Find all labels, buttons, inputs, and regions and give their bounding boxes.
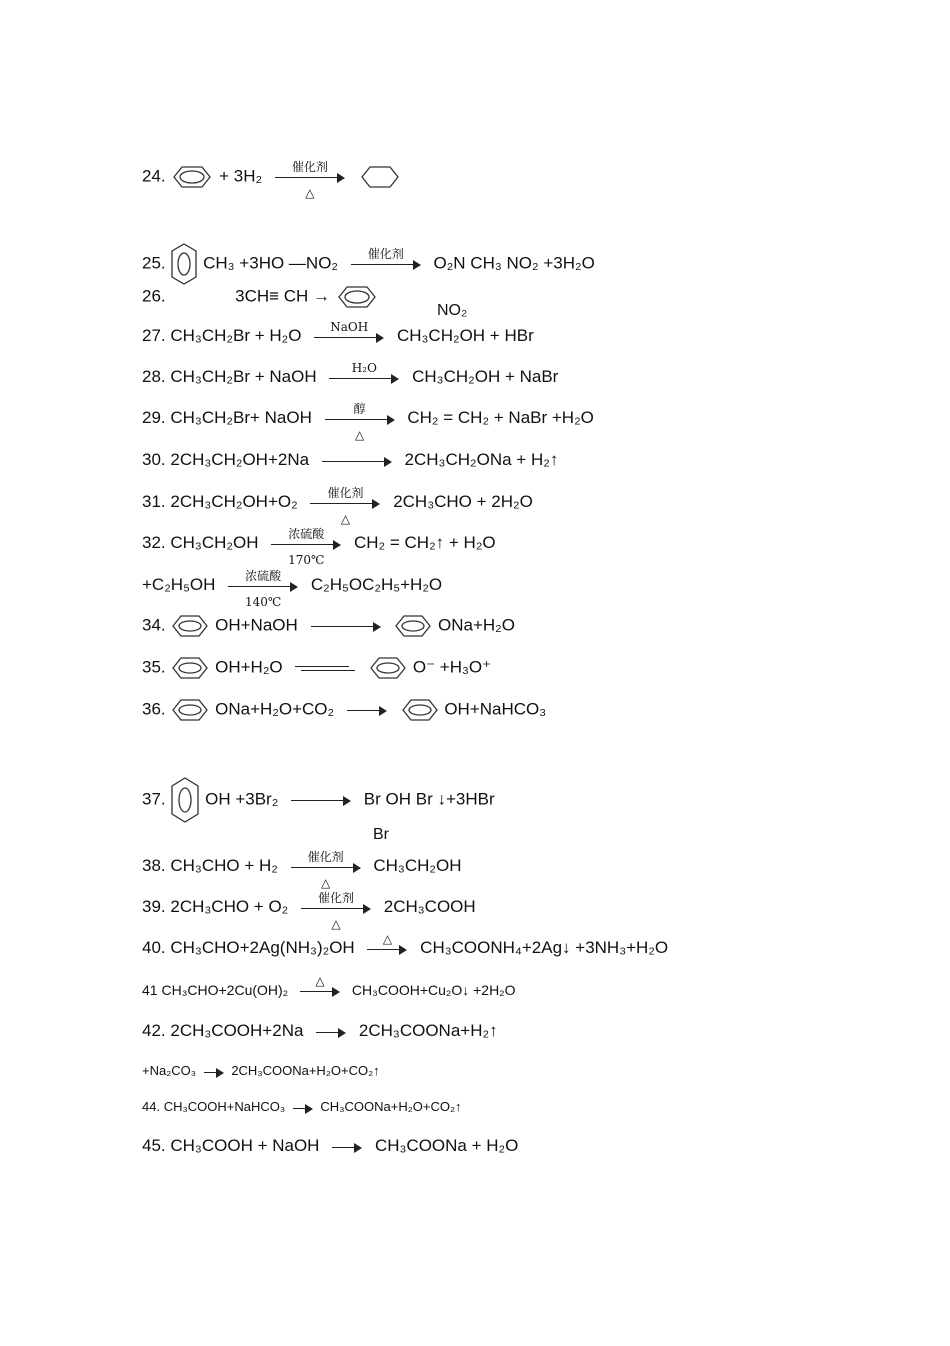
- equation-rhs: 2CH₃CHO + 2H₂O: [393, 492, 533, 511]
- reaction-arrow: [332, 1136, 362, 1158]
- reaction-arrow: 催化剂 △: [310, 492, 380, 514]
- equation-40: [142, 931, 669, 960]
- equation-number: 45.: [142, 1136, 166, 1155]
- equation-24: [142, 160, 402, 200]
- equation-rhs: CH₂ = CH₂ + NaBr +H₂O: [407, 408, 594, 427]
- equation-rhs: 2CH₃COOH: [383, 897, 476, 916]
- toluene-ring-icon: [170, 241, 198, 287]
- equation-26: [142, 284, 379, 310]
- equation-rhs: CH₃CH₂OH: [373, 856, 462, 875]
- equation-37: [142, 775, 495, 825]
- equation-rhs: 2CH₃CH₂ONa + H₂↑: [404, 450, 559, 469]
- equation-32: [142, 526, 496, 567]
- equation-rhs: CH₃CH₂OH + HBr: [396, 326, 534, 345]
- reaction-arrow: 催化剂: [351, 253, 421, 275]
- equation-45: [142, 1135, 518, 1158]
- equation-number: 35.: [142, 657, 166, 677]
- equation-lhs: CH₃CHO + H₂: [170, 856, 278, 875]
- equation-28: [142, 360, 559, 389]
- equation-rhs: CH₃COONa + H₂O: [374, 1136, 519, 1155]
- equation-rhs: ONa+H₂O: [437, 615, 515, 635]
- equation-number: 38.: [142, 856, 166, 875]
- reaction-arrow: 浓硫酸 140℃: [228, 575, 298, 597]
- equation-rhs: 2CH₃COONa+H₂O+CO₂↑: [231, 1063, 380, 1078]
- reaction-arrow: △: [367, 938, 407, 960]
- equilibrium-arrow: [295, 657, 355, 679]
- reaction-arrow: 醇 △: [325, 408, 395, 430]
- equation-44: [142, 1096, 462, 1119]
- equation-number: 36.: [142, 699, 166, 719]
- equation-number: 30.: [142, 450, 166, 469]
- equation-rhs: CH₃COONa+H₂O+CO₂↑: [320, 1099, 462, 1114]
- reaction-arrow: 浓硫酸 170℃: [271, 533, 341, 555]
- equation-25: [142, 241, 595, 287]
- equation-rhs: CH₃COOH+Cu₂O↓ +2H₂O: [351, 982, 516, 998]
- reaction-arrow: [204, 1061, 224, 1083]
- reaction-arrow: 催化剂 △: [291, 856, 361, 878]
- equation-number: 26.: [142, 286, 166, 306]
- nitro-label: NO₂: [437, 302, 468, 319]
- equation-lhs: 2CH₃CH₂OH+O₂: [170, 492, 298, 511]
- equation-number: 37.: [142, 789, 166, 809]
- equation-number: 25.: [142, 253, 166, 273]
- equation-lhs: 2CH₃CH₂OH+2Na: [170, 450, 310, 469]
- equation-number: 24.: [142, 166, 166, 186]
- equation-number: 32.: [142, 533, 166, 552]
- equation-lhs: 2CH₃CHO + O₂: [170, 897, 289, 916]
- equation-lhs: CH₃CH₂Br + H₂O: [170, 326, 302, 345]
- equation-lhs: CH₃COOH+NaHCO₃: [163, 1099, 286, 1114]
- equation-lhs: +Na₂CO₃: [142, 1063, 197, 1078]
- equation-36: [142, 698, 546, 722]
- equation-lhs: OH+NaOH: [215, 615, 298, 635]
- equation-number: 44.: [142, 1099, 161, 1114]
- equation-number: 42.: [142, 1021, 166, 1040]
- equation-number: 27.: [142, 326, 166, 345]
- equation-lhs: OH +3Br₂: [205, 789, 279, 809]
- reaction-arrow: [322, 450, 392, 472]
- equation-number: 40.: [142, 938, 166, 957]
- reaction-arrow: [293, 1097, 313, 1119]
- reaction-arrow: △: [300, 980, 340, 1002]
- phenol-ring-icon: [170, 775, 200, 825]
- equation-rhs: C₂H₅OC₂H₅+H₂O: [310, 575, 443, 594]
- equation-rhs: CH₃COONH₄+2Ag↓ +3NH₃+H₂O: [420, 938, 669, 957]
- benzene-ring-icon: [393, 614, 433, 638]
- reaction-arrow: [311, 615, 381, 637]
- equation-rhs: Br OH Br ↓+3HBr: [363, 789, 495, 809]
- phenol-ring-icon: [400, 698, 440, 722]
- equation-number: 34.: [142, 615, 166, 635]
- equation-lhs: CH₃CHO+2Ag(NH₃)₂OH: [170, 938, 355, 957]
- equation-lhs: +C₂H₅OH: [142, 575, 216, 594]
- equation-lhs: CH₃CH₂Br + NaOH: [170, 367, 317, 386]
- bromo-label: Br: [373, 826, 389, 843]
- equation-rhs: OH+NaHCO₃: [444, 699, 547, 719]
- equation-lhs: ONa+H₂O+CO₂: [215, 699, 335, 719]
- cyclohexane-ring-icon: [358, 164, 402, 190]
- reaction-arrow: [347, 699, 387, 721]
- equation-34: [142, 614, 515, 638]
- benzene-ring-icon: [335, 284, 379, 310]
- equation-number: 29.: [142, 408, 166, 427]
- equation-number: 28.: [142, 367, 166, 386]
- equation-lhs: CH₃ +3HO —NO₂: [203, 253, 339, 273]
- equation-35: [142, 656, 491, 680]
- sodium-phenoxide-ring-icon: [170, 698, 210, 722]
- reaction-arrow: 催化剂 △: [301, 897, 371, 919]
- phenoxide-ring-icon: [368, 656, 408, 680]
- equation-31: [142, 485, 533, 526]
- reaction-arrow: [316, 1021, 346, 1043]
- equation-number: 41: [142, 982, 158, 998]
- equation-33: [142, 568, 443, 609]
- equation-lhs: CH₃COOH + NaOH: [170, 1136, 320, 1155]
- reaction-arrow: NaOH: [314, 326, 384, 348]
- equation-lhs: CH₃CHO+2Cu(OH)₂: [161, 982, 289, 998]
- phenol-ring-icon: [170, 614, 210, 638]
- equation-43: [142, 1060, 380, 1083]
- equation-lhs: OH+H₂O: [215, 657, 283, 677]
- equation-lhs: CH₃CH₂OH: [170, 533, 259, 552]
- equation-rhs: 2CH₃COONa+H₂↑: [358, 1021, 498, 1040]
- equation-29: [142, 401, 594, 442]
- equation-lhs: 2CH₃COOH+2Na: [170, 1021, 304, 1040]
- benzene-ring-icon: [170, 164, 214, 190]
- equation-number: 31.: [142, 492, 166, 511]
- equation-38: [142, 849, 462, 890]
- equation-27: [142, 319, 534, 348]
- equation-number: 39.: [142, 897, 166, 916]
- equation-lhs: CH₃CH₂Br+ NaOH: [170, 408, 312, 427]
- reaction-arrow: 催化剂 △: [275, 166, 345, 188]
- phenol-ring-icon: [170, 656, 210, 680]
- equation-39: [142, 890, 476, 931]
- equation-41: [142, 974, 516, 1002]
- equation-rhs: O₂N CH₃ NO₂ +3H₂O: [433, 253, 595, 273]
- reaction-arrow: [291, 789, 351, 811]
- equation-lhs: + 3H₂: [219, 166, 263, 186]
- equation-rhs: CH₃CH₂OH + NaBr: [412, 367, 559, 386]
- equation-rhs: CH₂ = CH₂↑ + H₂O: [353, 533, 496, 552]
- equation-42: [142, 1020, 498, 1043]
- equation-rhs: O⁻ +H₃O⁺: [412, 657, 492, 677]
- equation-30: [142, 449, 558, 472]
- equation-lhs: 3CH≡ CH →: [235, 286, 331, 306]
- reaction-arrow: H₂O: [329, 367, 399, 389]
